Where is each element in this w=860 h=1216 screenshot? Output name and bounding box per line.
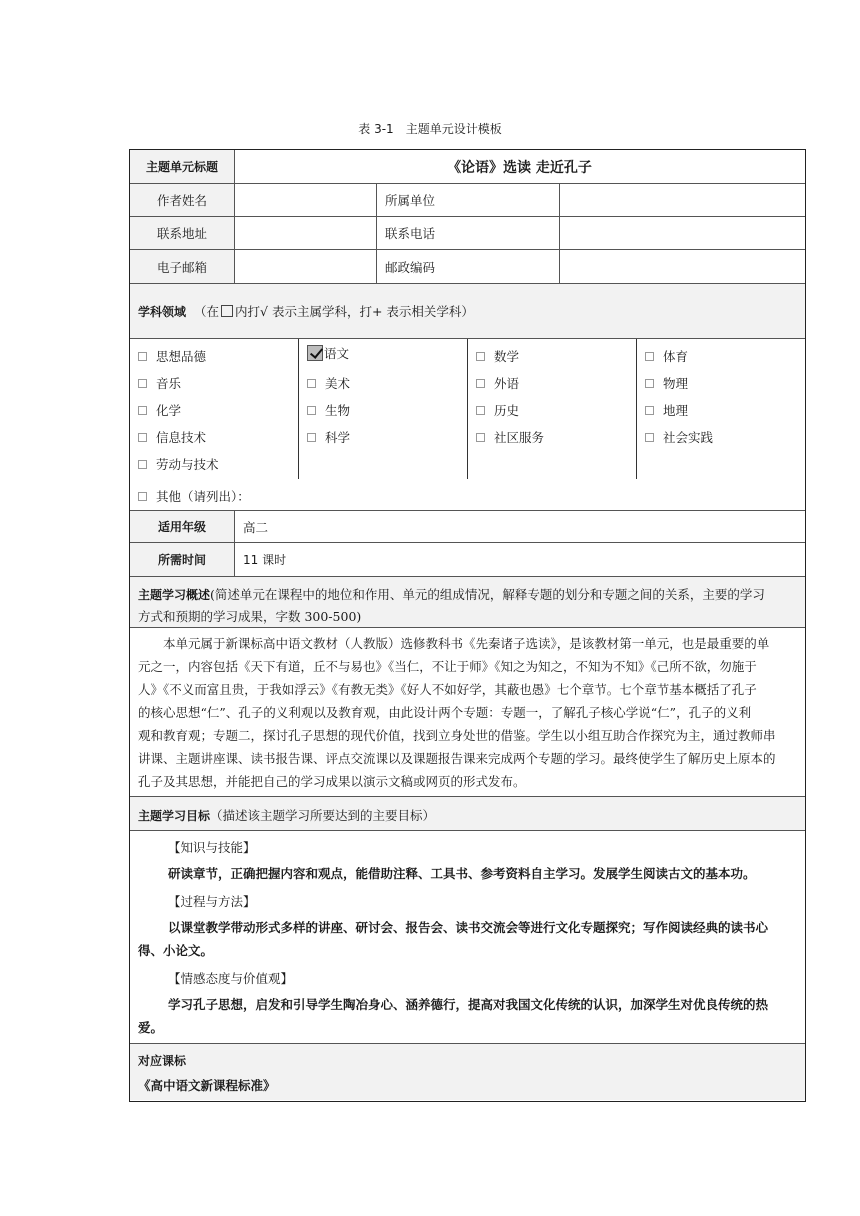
info-row-email xyxy=(130,250,805,284)
checkbox-icon[interactable] xyxy=(645,433,654,442)
standard-row xyxy=(130,1044,805,1100)
overview-heading: 主题学习概述(简述单元在课程中的地位和作用、单元的组成情况，解释专题的划分和专题之间的关系，主要的学习 xyxy=(138,587,765,602)
address-field[interactable] xyxy=(235,217,376,249)
checkbox-icon[interactable] xyxy=(307,379,316,388)
postcode-label: 邮政编码 xyxy=(385,259,436,275)
process-title: 【过程与方法】 xyxy=(168,894,256,909)
subject-option[interactable]: 信息技术 xyxy=(138,428,206,446)
author-label: 作者姓名 xyxy=(130,184,234,216)
subject-heading-label: 学科领域 xyxy=(138,304,187,319)
subject-option[interactable]: 科学 xyxy=(307,428,350,446)
checkbox-example-icon xyxy=(221,305,233,317)
subject-option[interactable]: 历史 xyxy=(476,401,519,419)
unit-label: 所属单位 xyxy=(385,193,436,208)
subject-options xyxy=(130,339,805,479)
subject-other[interactable]: 其他（请列出）： xyxy=(138,487,250,505)
overview-line: 本单元属于新课标高中语文教材（人教版）选修教科书《先秦诸子选读》，是该教材第一单元，也是最重要的单 xyxy=(163,636,770,651)
checkbox-icon[interactable] xyxy=(645,379,654,388)
subject-divider xyxy=(636,339,637,479)
knowledge-title: 【知识与技能】 xyxy=(168,840,256,855)
overview-line: 人》《不义而富且贵，于我如浮云》《有教无类》《好人不如好学，其蔽也愚》七个章节。七个章节基本概括了孔子 xyxy=(138,682,757,697)
subject-note-after: 内打√ 表示主属学科，打+ 表示相关学科） xyxy=(235,304,474,319)
goals-body xyxy=(130,831,805,1044)
knowledge-text: 研读章节，正确把握内容和观点，能借助注释、工具书、参考资料自主学习。发展学生阅读古文的基本功。 xyxy=(168,866,756,881)
goals-hint: （描述该主题学习所要达到的主要目标） xyxy=(210,808,436,823)
subject-option-checked[interactable]: 语文 xyxy=(307,344,349,362)
phone-field[interactable] xyxy=(560,217,805,249)
checkbox-icon[interactable] xyxy=(307,433,316,442)
overview-hint: (简述单元在课程中的地位和作用、单元的组成情况，解释专题的划分和专题之间的关系，主要的学习 xyxy=(210,587,765,602)
subject-heading-row xyxy=(130,284,805,339)
title-label: 主题单元标题 xyxy=(130,150,234,183)
unit-title[interactable]: 《论语》选读 走近孔子 xyxy=(447,159,592,176)
checkbox-icon[interactable] xyxy=(645,352,654,361)
time-row xyxy=(130,543,805,577)
emotion-title: 【情感态度与价值观】 xyxy=(168,971,294,986)
subject-divider xyxy=(467,339,468,479)
subject-option[interactable]: 劳动与技术 xyxy=(138,455,219,473)
email-label: 电子邮箱 xyxy=(130,250,234,283)
subject-heading xyxy=(138,284,805,338)
checkbox-icon[interactable] xyxy=(476,406,485,415)
time-label: 所需时间 xyxy=(130,543,234,576)
overview-line: 孔子及其思想，并能把自己的学习成果以演示文稿或网页的形式发布。 xyxy=(138,774,526,789)
subject-option[interactable]: 物理 xyxy=(645,374,688,392)
checkbox-icon[interactable] xyxy=(138,492,147,501)
checkbox-icon[interactable] xyxy=(138,379,147,388)
subject-option[interactable]: 音乐 xyxy=(138,374,181,392)
unit-field[interactable] xyxy=(560,184,805,216)
grade-value[interactable]: 高二 xyxy=(243,519,269,535)
process-text: 以课堂教学带动形式多样的讲座、研讨会、报告会、读书交流会等进行文化专题探究；写作阅读经典的读书心 xyxy=(168,920,769,935)
subject-option[interactable]: 外语 xyxy=(476,374,519,392)
checked-checkbox-icon[interactable] xyxy=(307,345,323,361)
checkbox-icon[interactable] xyxy=(307,406,316,415)
subject-option[interactable]: 生物 xyxy=(307,401,350,419)
grade-row xyxy=(130,511,805,543)
subject-option[interactable]: 社区服务 xyxy=(476,428,544,446)
emotion-text: 学习孔子思想，启发和引导学生陶冶身心、涵养德行，提高对我国文化传统的认识，加深学生对优良传统的热 xyxy=(168,997,769,1012)
subject-option[interactable]: 社会实践 xyxy=(645,428,713,446)
overview-line: 的核心思想“仁”、孔子的义利观以及教育观，由此设计两个专题：专题一，了解孔子核心学说“仁”，孔子的义利 xyxy=(138,705,752,720)
checkbox-icon[interactable] xyxy=(645,406,654,415)
overview-line: 讲课、主题讲座课、读书报告课、评点交流课以及课题报告课来完成两个专题的学习。最终使学生了解历史上原本的 xyxy=(138,751,776,766)
overview-body xyxy=(130,628,805,797)
subject-divider xyxy=(298,339,299,479)
subject-option[interactable]: 体育 xyxy=(645,347,688,365)
overview-line: 观和教育观；专题二，探讨孔子思想的现代价值，找到立身处世的借鉴。学生以小组互助合作探究为主，通过教师串 xyxy=(138,728,776,743)
subject-option[interactable]: 化学 xyxy=(138,401,181,419)
postcode-field[interactable] xyxy=(560,250,805,283)
checkbox-icon[interactable] xyxy=(476,379,485,388)
checkbox-icon[interactable] xyxy=(138,460,147,469)
checkbox-icon[interactable] xyxy=(138,352,147,361)
process-text-2: 得、小论文。 xyxy=(138,943,214,958)
time-value[interactable]: 11 课时 xyxy=(243,553,287,567)
info-row-address xyxy=(130,217,805,250)
email-field[interactable] xyxy=(235,250,376,283)
info-row-author xyxy=(130,184,805,217)
checkbox-icon[interactable] xyxy=(476,433,485,442)
overview-line: 元之一，内容包括《天下有道，丘不与易也》《当仁，不让于师》《知之为知之，不知为不知》《己所不欲，勿施于 xyxy=(138,659,757,674)
phone-label: 联系电话 xyxy=(385,226,436,241)
overview-hint-line2: 方式和预期的学习成果，字数 300-500) xyxy=(138,609,362,624)
standard-value: 《高中语文新课程标准》 xyxy=(138,1078,276,1093)
goals-heading-row xyxy=(130,797,805,831)
subject-option[interactable]: 思想品德 xyxy=(138,347,206,365)
standard-heading: 对应课标 xyxy=(138,1054,187,1068)
author-field[interactable] xyxy=(235,184,376,216)
checkbox-icon[interactable] xyxy=(138,406,147,415)
goals-heading: 主题学习目标（描述该主题学习所要达到的主要目标） xyxy=(138,808,436,823)
subject-note-before: （在 xyxy=(194,304,220,319)
checkbox-icon[interactable] xyxy=(138,433,147,442)
emotion-text-2: 爱。 xyxy=(138,1020,164,1035)
overview-heading-row xyxy=(130,577,805,628)
design-template-table xyxy=(129,149,806,1102)
address-label: 联系地址 xyxy=(130,217,234,249)
subject-option[interactable]: 地理 xyxy=(645,401,688,419)
subject-option[interactable]: 美术 xyxy=(307,374,350,392)
subject-option[interactable]: 数学 xyxy=(476,347,519,365)
table-caption: 表 3-1 主题单元设计模板 xyxy=(358,122,502,136)
checkbox-icon[interactable] xyxy=(476,352,485,361)
title-row xyxy=(130,150,805,184)
subject-other-row xyxy=(130,479,805,511)
grade-label: 适用年级 xyxy=(130,511,234,542)
